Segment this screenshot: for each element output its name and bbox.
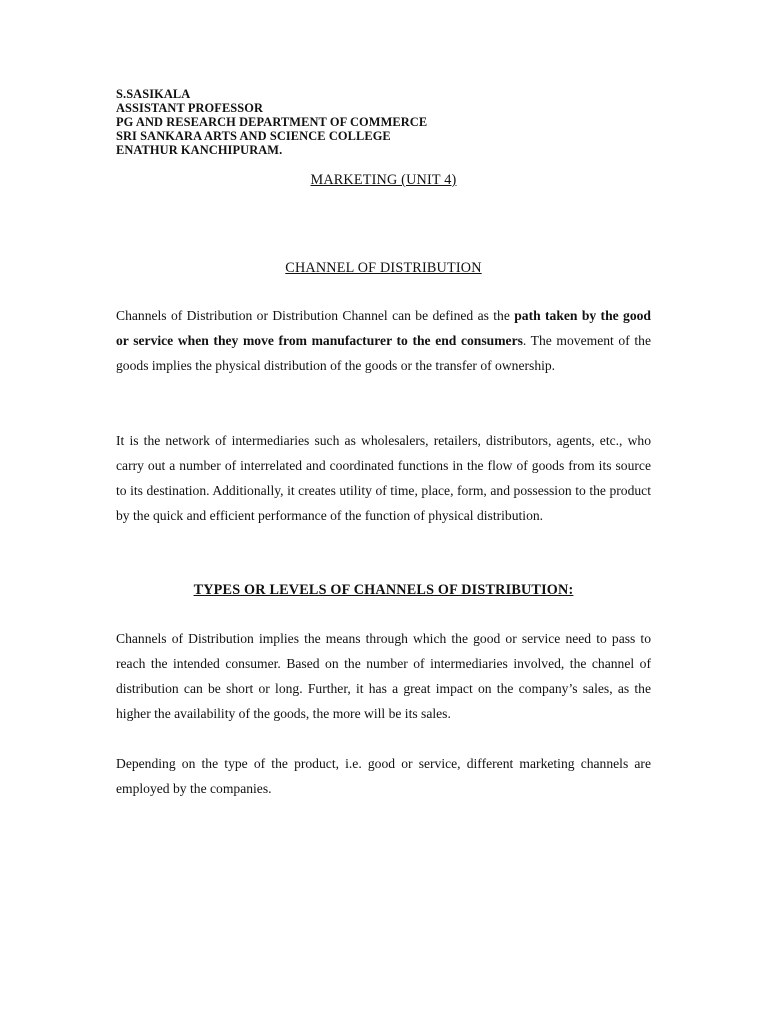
paragraph-definition (116, 303, 651, 378)
paragraph-network: It is the network of intermediaries such as wholesalers, retailers, distributors, agents, etc., who carry out a number of interrelated and coordinated functions in the flow of goods from its source to its destination. Additionally, it creates utility of time, place, form, and possession to the product by the quick and efficient performance of the function of physical distribution. (116, 433, 651, 523)
author-college: SRI SANKARA ARTS AND SCIENCE COLLEGE (116, 129, 391, 143)
paragraph-definition-rest: . The movement of the goods implies the physical distribution of the goods or the transfer of ownership. (116, 333, 651, 373)
author-name: S.SASIKALA (116, 87, 191, 101)
paragraph-definition-intro: Channels of Distribution or Distribution Channel can be defined as the (116, 308, 515, 323)
section-heading-channel-of-distribution: CHANNEL OF DISTRIBUTION (285, 260, 482, 276)
author-department: PG AND RESEARCH DEPARTMENT OF COMMERCE (116, 115, 428, 129)
paragraph-definition-emphasis: path taken by the good or service when they move from manufacturer to the end consumers (116, 308, 651, 348)
author-block (116, 87, 427, 157)
author-designation: ASSISTANT PROFESSOR (116, 101, 264, 115)
section-heading-types-of-channels: TYPES OR LEVELS OF CHANNELS OF DISTRIBUTION: (193, 582, 574, 598)
document-title: MARKETING (UNIT 4) (310, 172, 457, 188)
paragraph-means: Channels of Distribution implies the means through which the good or service need to pass to reach the intended consumer. Based on the number of intermediaries involved, the channel of distribution can be short or long. Further, it has a great impact on the company’s sales, as the higher the availability of the goods, the more will be its sales. (116, 631, 651, 721)
paragraph-depending: Depending on the type of the product, i.e. good or service, different marketing channels are employed by the companies. (116, 756, 651, 796)
author-location: ENATHUR KANCHIPURAM. (116, 143, 283, 157)
